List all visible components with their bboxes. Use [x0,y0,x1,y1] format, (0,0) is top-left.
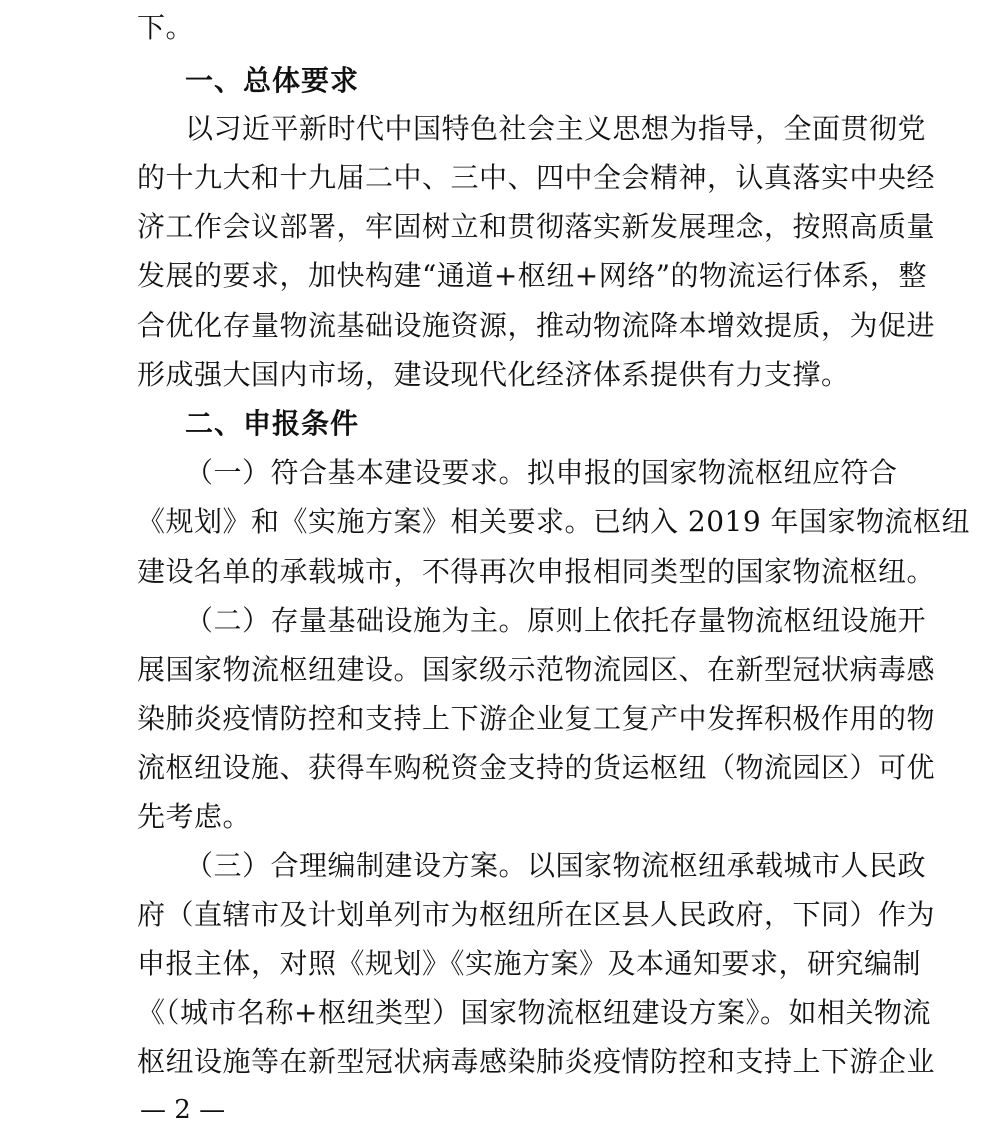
paragraph-line: （二）存量基础设施为主。原则上依托存量物流枢纽设施开 [185,604,927,637]
paragraph-line: 济工作会议部署，牢固树立和贯彻落实新发展理念，按照高质量 [137,210,936,243]
paragraph-line: 府（直辖市及计划单列市为枢纽所在区县人民政府，下同）作为 [137,898,936,931]
paragraph-line: 合优化存量物流基础设施资源，推动物流降本增效提质，为促进 [137,309,936,342]
paragraph-line: 染肺炎疫情防控和支持上下游企业复工复产中发挥积极作用的物 [137,702,936,735]
page-number: — 2 — [140,1095,226,1125]
paragraph-line: 《（城市名称+枢纽类型）国家物流枢纽建设方案》。如相关物流 [137,996,931,1029]
paragraph-line: 的十九大和十九届二中、三中、四中全会精神，认真落实中央经 [137,161,936,194]
paragraph-line: 以习近平新时代中国特色社会主义思想为指导，全面贯彻党 [185,112,927,145]
paragraph-line: 申报主体，对照《规划》《实施方案》及本通知要求，研究编制 [137,947,922,980]
paragraph-continuation: 下。 [137,11,195,44]
paragraph-line: 枢纽设施等在新型冠状病毒感染肺炎疫情防控和支持上下游企业 [137,1045,936,1078]
paragraph-line: 建设名单的承载城市，不得再次申报相同类型的国家物流枢纽。 [137,555,936,588]
paragraph-line: 《规划》和《实施方案》相关要求。已纳入 2019 年国家物流枢纽 [137,505,971,538]
paragraph-line: （三）合理编制建设方案。以国家物流枢纽承载城市人民政 [185,849,927,882]
paragraph-line: 展国家物流枢纽建设。国家级示范物流园区、在新型冠状病毒感 [137,653,936,686]
paragraph-line: 形成强大国内市场，建设现代化经济体系提供有力支撑。 [137,358,850,391]
paragraph-line: （一）符合基本建设要求。拟申报的国家物流枢纽应符合 [185,456,898,489]
section-heading-overall-requirements: 一、总体要求 [185,64,360,97]
paragraph-line: 发展的要求，加快构建“通道+枢纽+网络”的物流运行体系，整 [137,259,928,292]
paragraph-line: 先考虑。 [137,800,252,833]
paragraph-line: 流枢纽设施、获得车购税资金支持的货运枢纽（物流园区）可优 [137,751,936,784]
section-heading-application-conditions: 二、申报条件 [185,407,360,440]
